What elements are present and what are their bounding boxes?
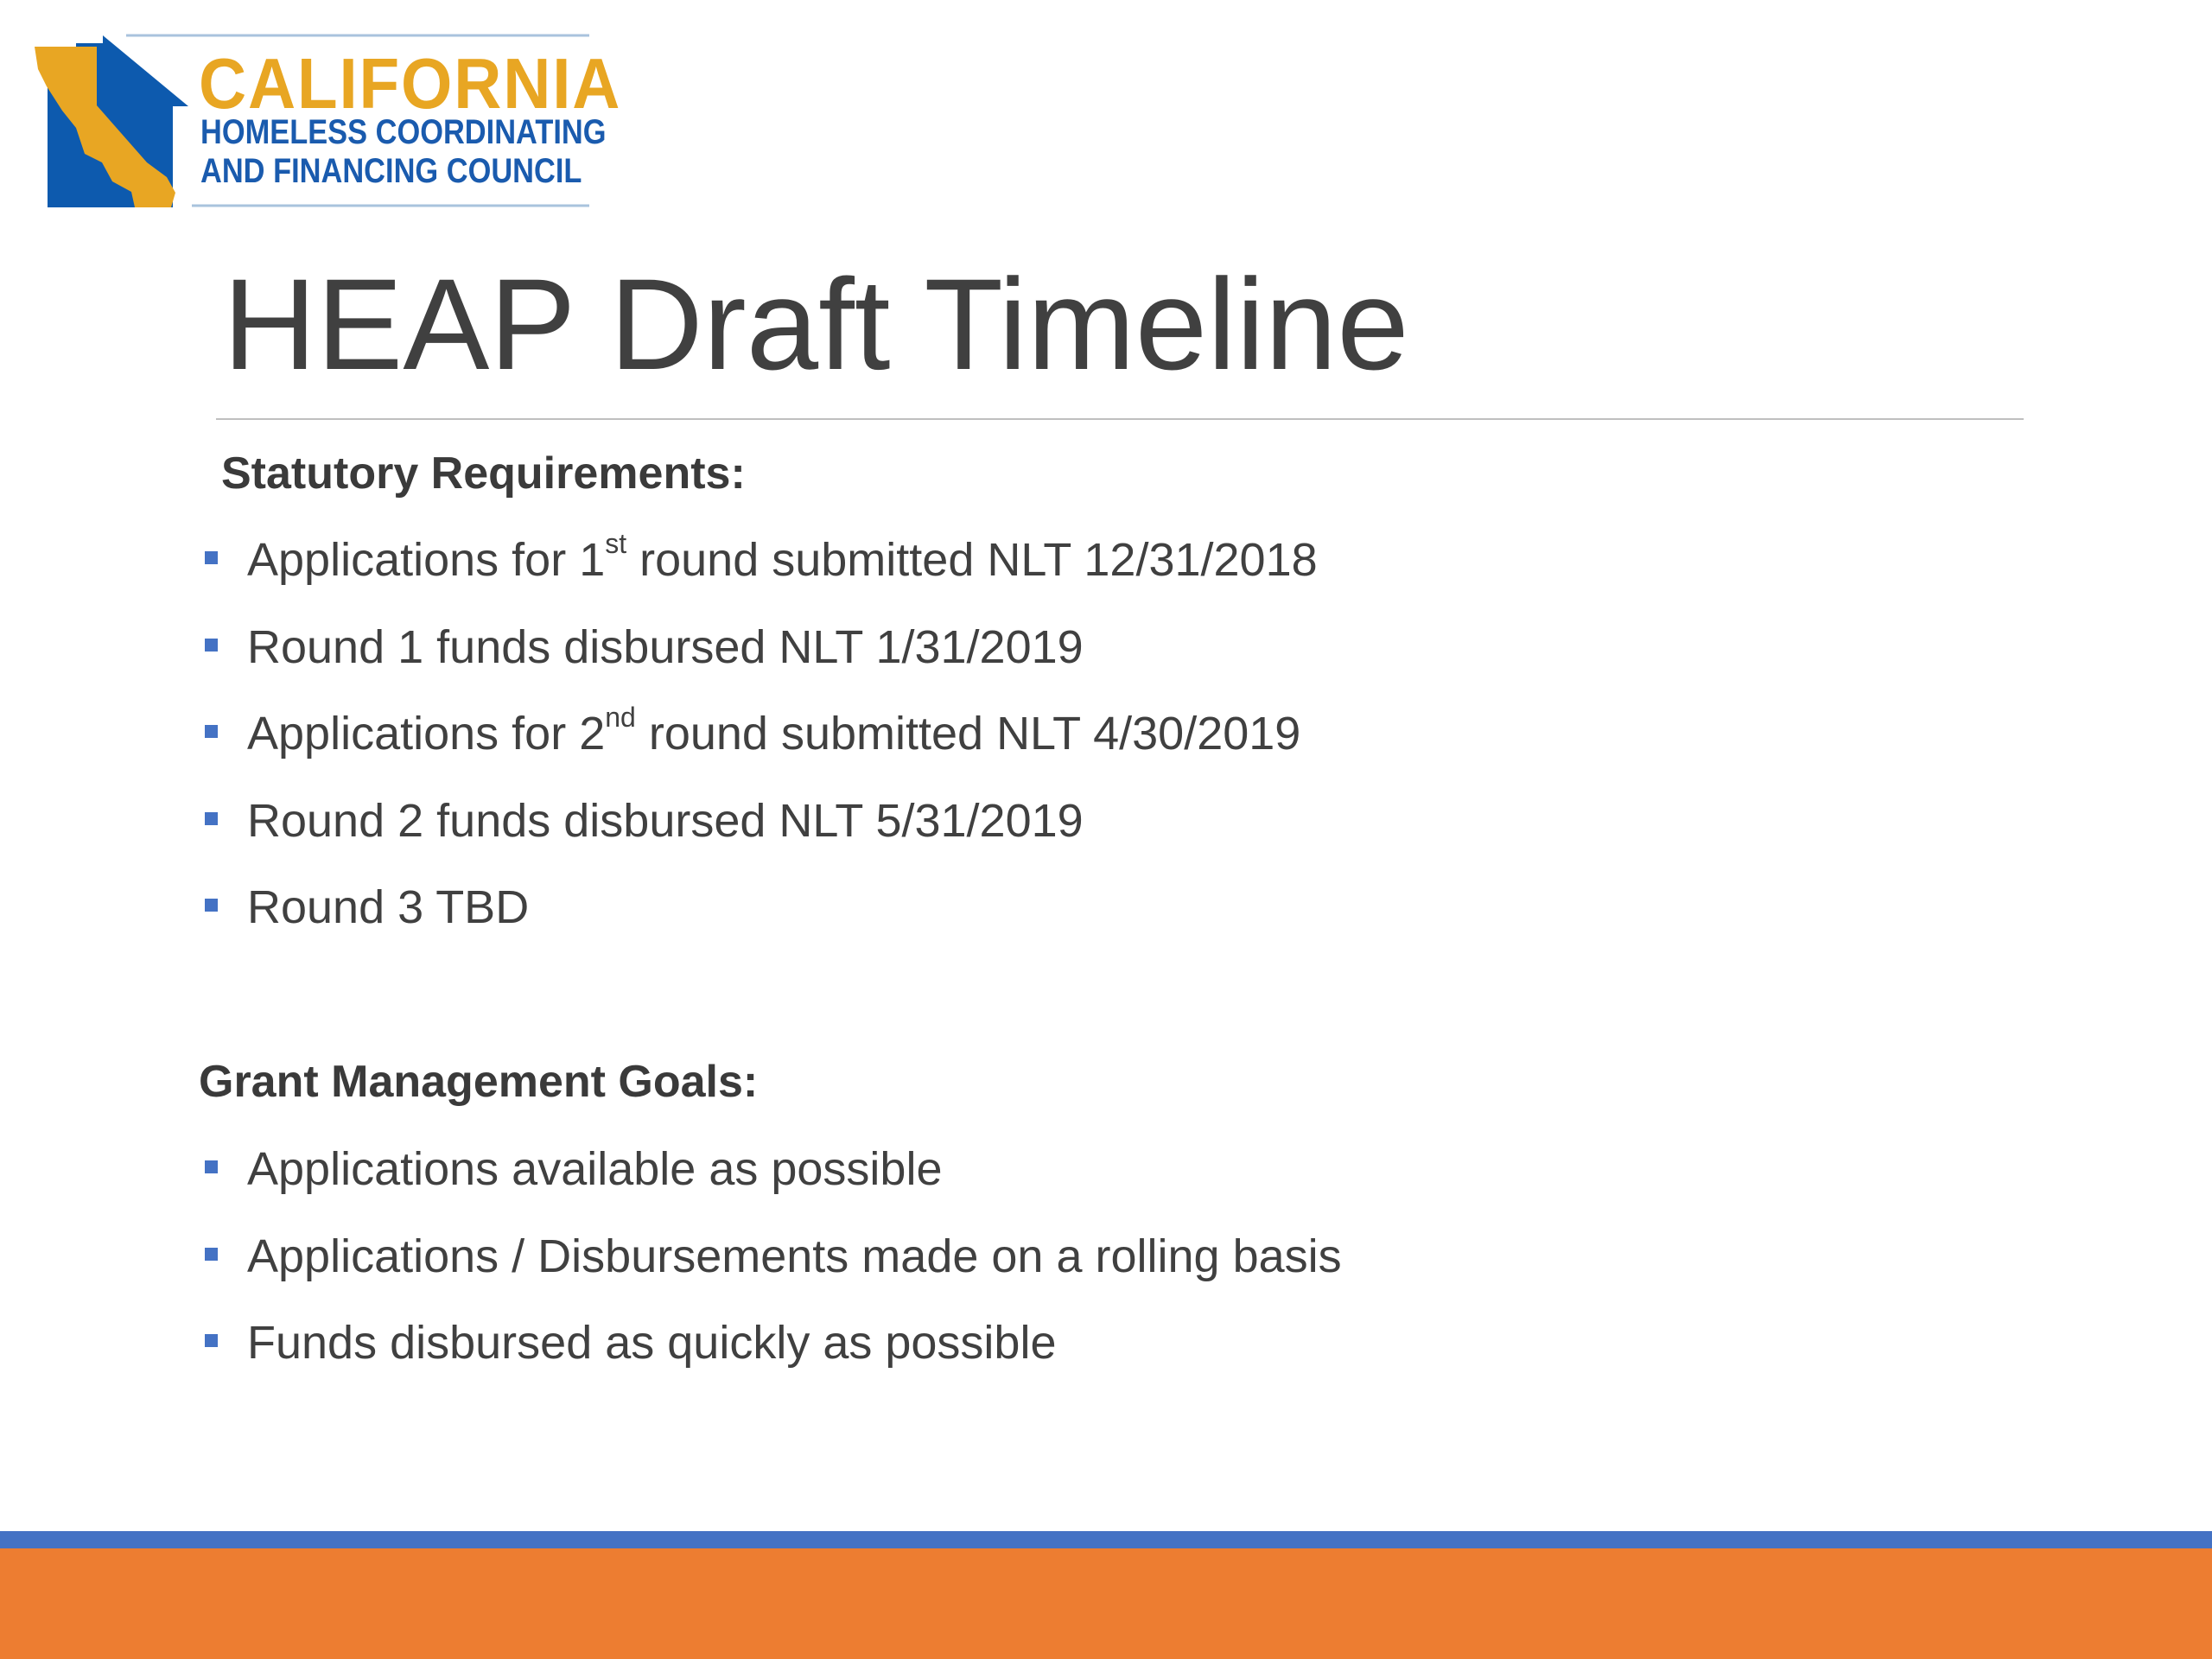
list-item <box>199 1312 1342 1399</box>
bullet-icon <box>205 1160 218 1173</box>
list-item-text-start: Applications for 2 <box>247 708 606 760</box>
ordinal-suffix: nd <box>605 702 636 733</box>
list-item <box>199 702 1318 790</box>
footer-bar <box>0 1548 2212 1659</box>
list-item-text: Round 1 funds disbursed NLT 1/31/2019 <box>247 620 1084 673</box>
list-item <box>199 1138 1342 1225</box>
logo-subtitle-line1: HOMELESS COORDINATING <box>200 113 607 151</box>
list-item <box>199 876 1318 963</box>
bullet-icon <box>205 1248 218 1261</box>
council-logo <box>35 33 622 210</box>
list-item-text-end: round submitted NLT 12/31/2018 <box>626 534 1318 586</box>
grant-management-goals-list <box>199 1138 1342 1399</box>
bullet-icon <box>205 899 218 912</box>
statutory-requirements-heading: Statutory Requirements: <box>221 448 746 499</box>
grant-management-goals-heading: Grant Management Goals: <box>199 1057 759 1107</box>
list-item-text: Round 3 TBD <box>247 881 530 933</box>
bullet-icon <box>205 639 218 652</box>
slide-title: HEAP Draft Timeline <box>223 251 1409 397</box>
bullet-icon <box>205 725 218 738</box>
list-item-text: Applications available as possible <box>247 1143 943 1195</box>
logo-wordmark: CALIFORNIA <box>199 43 622 124</box>
bullet-icon <box>205 812 218 825</box>
bullet-icon <box>205 551 218 564</box>
list-item-text: Round 2 funds disbursed NLT 5/31/2019 <box>247 794 1084 847</box>
ordinal-suffix: st <box>605 528 627 559</box>
list-item <box>199 1225 1342 1313</box>
title-divider <box>216 418 2024 420</box>
list-item <box>199 616 1318 703</box>
list-item <box>199 790 1318 877</box>
logo-subtitle-line2: AND FINANCING COUNCIL <box>200 152 582 190</box>
list-item-text: Applications / Disbursements made on a rolling basis <box>247 1230 1342 1282</box>
list-item <box>199 529 1318 616</box>
footer-accent-bar <box>0 1531 2212 1548</box>
bullet-icon <box>205 1334 218 1347</box>
list-item-text: Funds disbursed as quickly as possible <box>247 1317 1057 1369</box>
list-item-text-end: round submitted NLT 4/30/2019 <box>635 708 1301 760</box>
statutory-requirements-list <box>199 529 1318 963</box>
list-item-text-start: Applications for 1 <box>247 534 606 586</box>
